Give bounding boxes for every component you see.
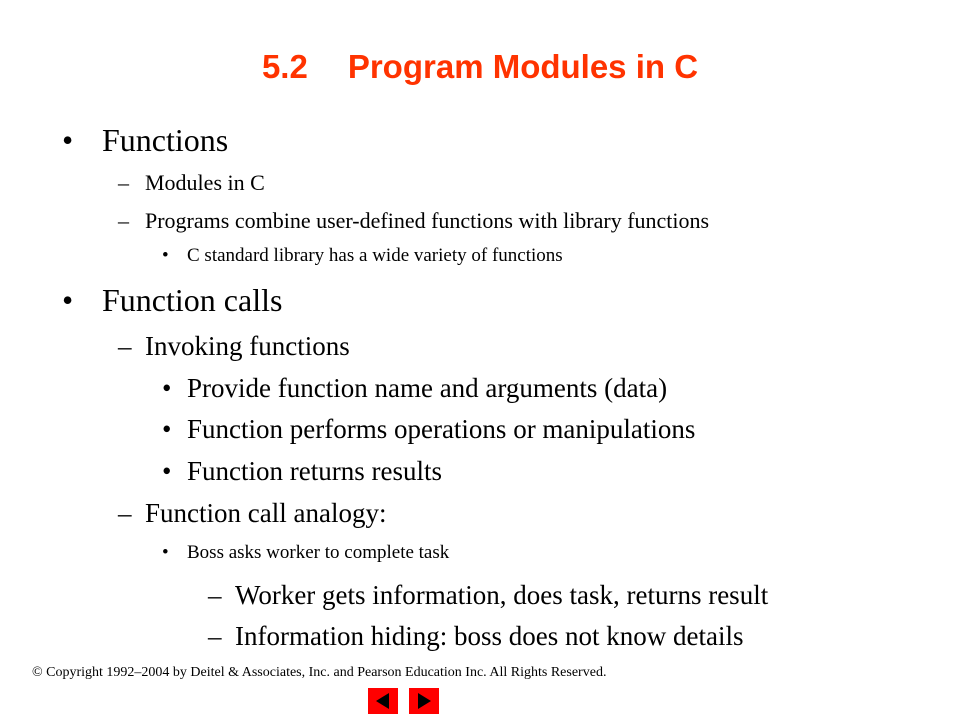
bullet-invoking-functions-text: Invoking functions xyxy=(145,331,350,361)
bullet-functions xyxy=(62,124,228,156)
bullet-marker: • xyxy=(162,456,172,486)
bullet-worker-gets-text: Worker gets information, does task, returns result xyxy=(235,580,769,610)
bullet-marker: • xyxy=(62,122,74,158)
bullet-modules-in-c-text: Modules in C xyxy=(145,170,265,195)
previous-slide-button[interactable] xyxy=(368,688,398,714)
bullet-worker-gets xyxy=(208,582,768,609)
bullet-performs-operations-text: Function performs operations or manipulations xyxy=(187,414,696,444)
bullet-marker: • xyxy=(162,245,169,266)
bullet-boss-asks xyxy=(162,543,449,562)
bullet-programs-combine-text: Programs combine user-defined functions with library functions xyxy=(145,208,710,233)
dash-marker: – xyxy=(208,580,222,610)
dash-marker: – xyxy=(208,621,222,651)
bullet-c-standard-library xyxy=(162,246,563,265)
title-number: 5.2 xyxy=(261,48,308,85)
bullet-call-analogy xyxy=(118,500,386,527)
copyright-footer: © Copyright 1992–2004 by Deitel & Associates, Inc. and Pearson Education Inc. All Rights Reserved. xyxy=(32,665,607,680)
dash-marker: – xyxy=(118,170,129,195)
bullet-boss-asks-text: Boss asks worker to complete task xyxy=(187,542,450,563)
dash-marker: – xyxy=(118,208,129,233)
bullet-marker: • xyxy=(162,373,172,403)
bullet-marker: • xyxy=(162,542,169,563)
bullet-c-standard-library-text: C standard library has a wide variety of functions xyxy=(187,245,563,266)
bullet-programs-combine xyxy=(118,210,709,232)
bullet-marker: • xyxy=(162,414,172,444)
title-text: Program Modules in C xyxy=(347,48,699,85)
bullet-information-hiding-text: Information hiding: boss does not know details xyxy=(235,621,744,651)
slide-title xyxy=(0,48,960,86)
bullet-returns-results xyxy=(162,458,442,485)
bullet-returns-results-text: Function returns results xyxy=(187,456,442,486)
bullet-marker: • xyxy=(62,282,74,318)
bullet-provide-name xyxy=(162,375,667,402)
next-slide-button[interactable] xyxy=(409,688,439,714)
bullet-provide-name-text: Provide function name and arguments (data) xyxy=(187,373,668,403)
bullet-function-calls xyxy=(62,284,282,316)
bullet-function-calls-text: Function calls xyxy=(102,282,283,318)
bullet-call-analogy-text: Function call analogy: xyxy=(145,498,387,528)
bullet-performs-operations xyxy=(162,416,695,443)
bullet-functions-text: Functions xyxy=(102,122,229,158)
bullet-invoking-functions xyxy=(118,333,350,360)
bullet-modules-in-c xyxy=(118,172,265,194)
dash-marker: – xyxy=(118,331,132,361)
left-arrow-icon xyxy=(374,692,392,710)
bullet-information-hiding xyxy=(208,623,743,650)
dash-marker: – xyxy=(118,498,132,528)
right-arrow-icon xyxy=(415,692,433,710)
